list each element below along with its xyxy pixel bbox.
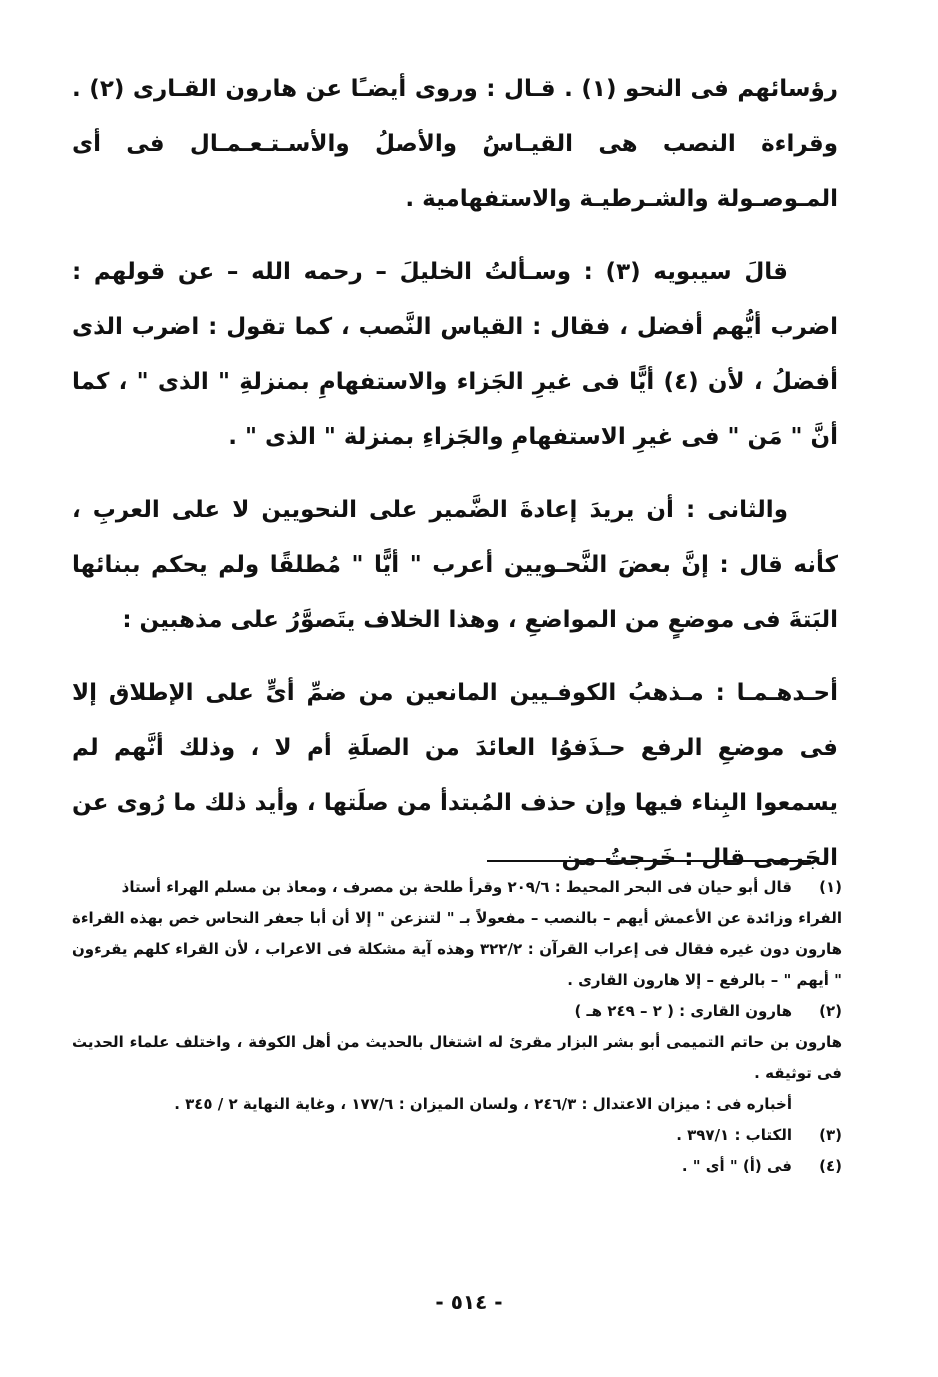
footnote-divider [487,860,811,862]
footnote-2 [72,996,842,1027]
footnote-1 [72,872,842,903]
main-text [72,62,838,904]
footnote-3 [72,1120,842,1151]
paragraph-3: والثانى : أن يريدَ إعادةَ الضَّمير على النحويين لا على العربِ ، كأنه قال : إنَّ بعضَ النَّحـويين أعرب " أيًّا " مُطلقًا ولم يحكم ببنائها البَتةَ فى موضعٍ من المواضعِ ، وهذا الخلاف يتَصوَّرُ على مذهبين : [72,497,838,633]
footnote-2-continuation: هارون بن حاتم التميمى أبو بشر البزار مقرئ له اشتغال بالحديث من أهل الكوفة ، واختلف علماء الحديث فى توثيقه . [72,1033,842,1082]
footnote-number: (٤) [819,1157,842,1175]
footnote-1-continuation: الفراء وزائدة عن الأعمش أيهم – بالنصب – مفعولاً بـ " لتنزعن " إلا أن أبا جعفر النحاس خص بهذه القراءة هارون دون غيره فقال فى إعراب القرآن : ٣٢٢/٢ وهذه آية مشكلة فى الاعراب ، لأن القراء كلهم يقرءون " أيهم " – بالرفع – إلا هارون القارى . [72,909,842,989]
footnote-2-sources: أخباره فى : ميزان الاعتدال : ٢٤٦/٣ ، ولسان الميزان : ١٧٧/٦ ، وغاية النهاية ٢ / ٣٤٥ . [174,1095,792,1113]
footnote-4 [72,1151,842,1182]
paragraph-4: أحـدهـمـا : مـذهبُ الكوفـيين المانعين من ضمِّ أىٍّ على الإطلاق إلا فى موضعِ الرفع حـذَفوُا العائدَ من الصلَةِ أم لا ، وذلك أنَّهم لم يسمعوا البِناء فيها وإن حذف المُبتدأ من صلَتها ، وأيد ذلك ما رُوى عن الجَرمى قال : خَرجتُ من [72,680,838,871]
footnote-text: فى (أ) " أى " . [681,1157,792,1175]
footnote-number: (١) [819,878,842,896]
paragraph-2: قالَ سيبويه (٣) : وسـألتُ الخليلَ – رحمه الله – عن قولهم : اضرب أيُّهم أفضل ، فقال : القياس النَّصب ، كما تقول : اضرب الذى أفضلُ ، لأن (٤) أيًّا فى غيرِ الجَزاء والاستفهامِ بمنزلةِ " الذى " ، كما أنَّ " مَن " فى غيرِ الاستفهامِ والجَزاءِ بمنزلة " الذى " . [72,259,838,450]
page-number: - ٥١٤ - [435,1290,503,1314]
footnote-text: هارون القارى : ( ٢ – ٢٤٩ هـ ) [574,1002,792,1020]
footnotes [72,872,842,1182]
paragraph-1: رؤسائهم فى النحو (١) . قـال : وروى أيضـًا عن هارون القـارى (٢) . وقراءة النصب هى القيـاسُ والأصلُ والأسـتـعـمـال فى أى المـوصـولة والشـرطيـة والاستفهامية . [72,76,839,212]
footnote-number: (٣) [819,1126,842,1144]
footnote-text: قال أبو حيان فى البحر المحيط : ٢٠٩/٦ وقرأ طلحة بن مصرف ، ومعاذ بن مسلم الهراء أستاذ [121,878,792,896]
footnote-text: الكتاب : ٣٩٧/١ . [676,1126,792,1144]
footnote-number: (٢) [819,1002,842,1020]
